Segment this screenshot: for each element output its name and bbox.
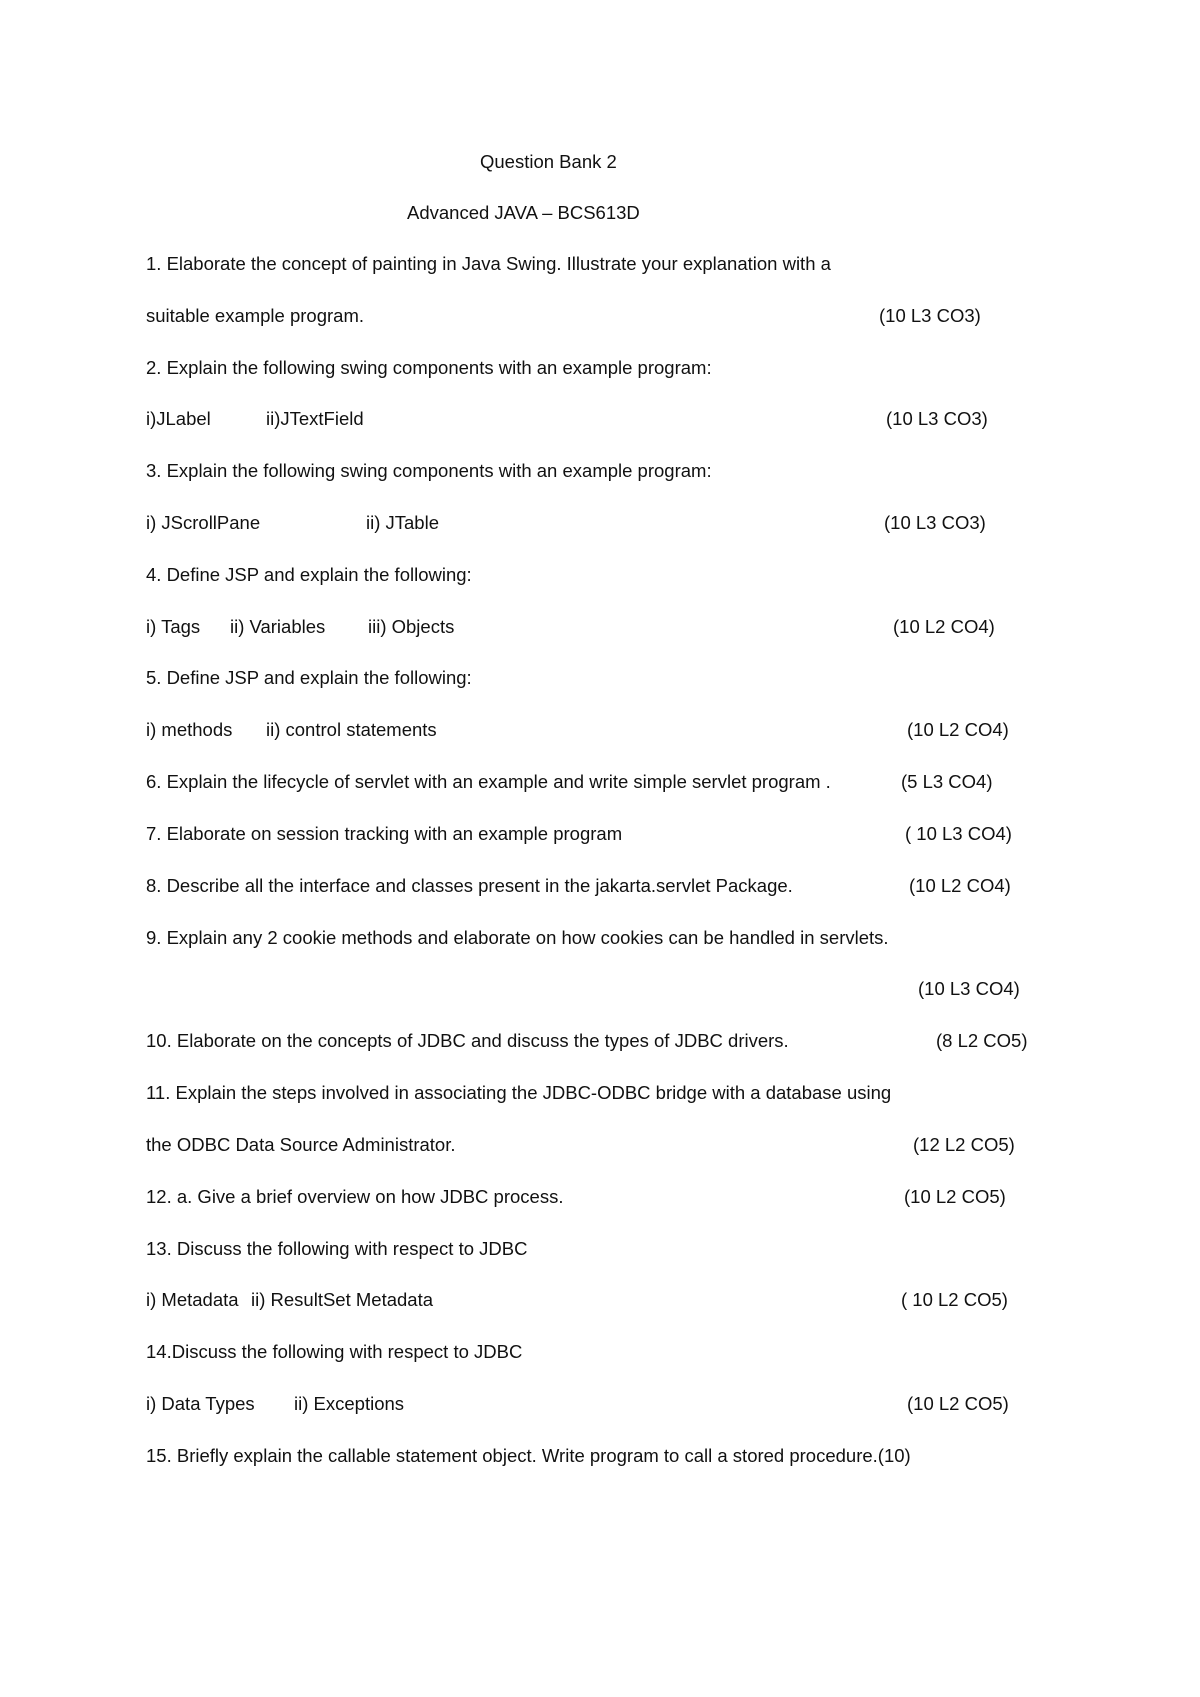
question-12-marks: (10 L2 CO5) <box>904 1186 1006 1207</box>
question-7-text: 7. Elaborate on session tracking with an example program <box>146 823 623 844</box>
question-12-text: 12. a. Give a brief overview on how JDBC process. <box>146 1186 564 1207</box>
question-7-marks: ( 10 L3 CO4) <box>905 823 1012 844</box>
question-13-text: 13. Discuss the following with respect to JDBC <box>146 1238 528 1259</box>
question-11-text: 11. Explain the steps involved in associating the JDBC-ODBC bridge with a database using <box>146 1082 892 1103</box>
question-13-option-1: i) Metadata <box>146 1289 239 1310</box>
question-3-option-1: i) JScrollPane <box>146 512 261 533</box>
question-11-text-cont: the ODBC Data Source Administrator. <box>146 1134 456 1155</box>
question-9-text: 9. Explain any 2 cookie methods and elaborate on how cookies can be handled in servlets. <box>146 927 889 948</box>
question-13-option-2: ii) ResultSet Metadata <box>251 1289 434 1310</box>
question-5-option-1: i) methods <box>146 719 233 740</box>
question-14-marks: (10 L2 CO5) <box>907 1393 1009 1414</box>
question-13-marks: ( 10 L2 CO5) <box>901 1289 1008 1310</box>
question-6-marks: (5 L3 CO4) <box>901 771 993 792</box>
question-5-text: 5. Define JSP and explain the following: <box>146 667 472 688</box>
question-4-text: 4. Define JSP and explain the following: <box>146 564 472 585</box>
question-2-option-1: i)JLabel <box>146 408 211 429</box>
question-15-text: 15. Briefly explain the callable statement object. Write program to call a stored procedure.(10) <box>146 1445 911 1466</box>
question-2-text: 2. Explain the following swing components with an example program: <box>146 357 712 378</box>
question-4-option-3: iii) Objects <box>368 616 455 637</box>
question-4-option-2: ii) Variables <box>230 616 326 637</box>
question-1-text: 1. Elaborate the concept of painting in Java Swing. Illustrate your explanation with a <box>146 253 831 274</box>
question-10-text: 10. Elaborate on the concepts of JDBC and discuss the types of JDBC drivers. <box>146 1030 789 1051</box>
question-3-option-2: ii) JTable <box>366 512 439 533</box>
question-8-text: 8. Describe all the interface and classes present in the jakarta.servlet Package. <box>146 875 793 896</box>
question-10-marks: (8 L2 CO5) <box>936 1030 1028 1051</box>
question-2-option-2: ii)JTextField <box>266 408 364 429</box>
question-14-option-2: ii) Exceptions <box>294 1393 405 1414</box>
question-1-marks: (10 L3 CO3) <box>879 305 981 326</box>
question-14-option-1: i) Data Types <box>146 1393 255 1414</box>
question-1-text-cont: suitable example program. <box>146 305 364 326</box>
question-4-option-1: i) Tags <box>146 616 201 637</box>
question-6-text: 6. Explain the lifecycle of servlet with an example and write simple servlet program . <box>146 771 831 792</box>
question-8-marks: (10 L2 CO4) <box>909 875 1011 896</box>
question-4-marks: (10 L2 CO4) <box>893 616 995 637</box>
page-title: Question Bank 2 <box>480 151 617 172</box>
question-5-option-2: ii) control statements <box>266 719 437 740</box>
question-11-marks: (12 L2 CO5) <box>913 1134 1015 1155</box>
question-3-marks: (10 L3 CO3) <box>884 512 986 533</box>
question-2-marks: (10 L3 CO3) <box>886 408 988 429</box>
question-3-text: 3. Explain the following swing components with an example program: <box>146 460 712 481</box>
question-9-marks: (10 L3 CO4) <box>918 978 1020 999</box>
question-5-marks: (10 L2 CO4) <box>907 719 1009 740</box>
course-subtitle: Advanced JAVA – BCS613D <box>407 202 640 223</box>
question-14-text: 14.Discuss the following with respect to JDBC <box>146 1341 523 1362</box>
